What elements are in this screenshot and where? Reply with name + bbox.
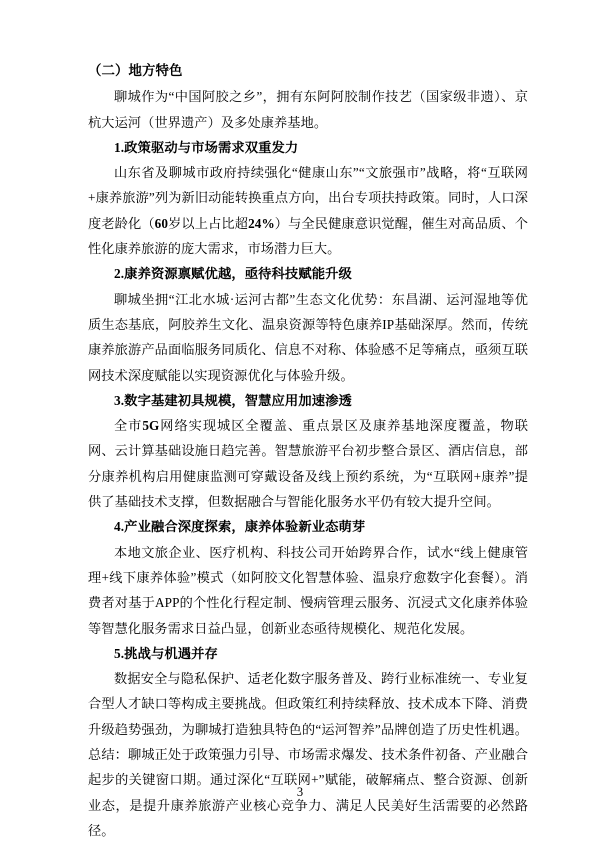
subsection-paragraph-1: [88, 160, 528, 261]
text-run: 岁以上占比超: [168, 215, 249, 231]
subsection-heading-5: 5.挑战与机遇并存: [114, 645, 218, 661]
emphasized-value: 60: [154, 215, 169, 231]
text-run: ）与全民健康意识觉醒，催生对高品质、个性化康养旅游的庞大需求，市场潜力巨大。: [88, 215, 528, 257]
subsection-heading-3: 3.数字基建初具规模，智慧应用加速渗透: [114, 392, 352, 408]
subsection-heading-2: 2.康养资源禀赋优越，亟待科技赋能升级: [114, 266, 352, 282]
emphasized-value: 24%: [248, 215, 275, 231]
subsection-heading-1: 1.政策驱动与市场需求双重发力: [114, 139, 299, 155]
subsection-heading-4: 4.产业融合深度探索，康养体验新业态萌芽: [114, 519, 366, 535]
section-heading: （二）地方特色: [88, 63, 183, 78]
page-number: 3: [296, 785, 304, 799]
text-run: 网络实现城区全覆盖、重点景区及康养基地深度覆盖，物联网、云计算基础设施日趋完善。智慧旅游平台初步整合景区、酒店信息，部分康养机构启用健康监测可穿戴设备及线上预约系统，为“互联网+康养”提供了基础技术支撑，但数据融合与智能化服务水平仍有较大提升空间。: [88, 418, 528, 510]
intro-paragraph: 聊城作为“中国阿胶之乡”，拥有东阿阿胶制作技艺（国家级非遗）、京杭大运河（世界遗产）及多处康养基地。: [88, 89, 528, 130]
text-run: 数据安全与隐私保护、适老化数字服务普及、跨行业标准统一、专业复合型人才缺口等构成主要挑战。但政策红利持续释放、技术成本下降、消费升级趋势强劲，为聊城打造独具特色的“运河智养”品牌创造了历史性机遇。总结：聊城正处于政策强力引导、市场需求爆发、技术条件初备、产业融合起步的关键窗口期。通过深化“互联网+”赋能，破解痛点、整合资源、创新业态，是提升康养旅游产业核心竞争力、满足人民美好生活需要的必然路径。: [88, 671, 528, 838]
text-run: 山东省及聊城市政府持续强化“健康山东”“文旅强市”战略，将“互联网+康养旅游”列为新旧动能转换重点方向，出台专项扶持政策。同时，人口深度老龄化（: [88, 165, 528, 231]
document-body: [88, 58, 528, 843]
subsection-paragraph-5: [88, 666, 528, 843]
subsection-paragraph-2: [88, 287, 528, 388]
subsection-paragraph-3: [88, 413, 528, 514]
emphasized-value: 5G: [142, 418, 160, 434]
subsection-paragraph-4: [88, 540, 528, 641]
text-run: 本地文旅企业、医疗机构、科技公司开始跨界合作，试水“线上健康管理+线下康养体验”模式（如阿胶文化智慧体验、温泉疗愈数字化套餐）。消费者对基于APP的个性化行程定制、慢病管理云服务、沉浸式文化康养体验等智慧化服务需求日益凸显，创新业态亟待规模化、规范化发展。: [88, 544, 528, 636]
text-run: 聊城坐拥“江北水城·运河古都”生态文化优势：东昌湖、运河湿地等优质生态基底，阿胶养生文化、温泉资源等特色康养IP基础深厚。然而，传统康养旅游产品面临服务同质化、信息不对称、体验感不足等痛点，亟须互联网技术深度赋能以实现资源优化与体验升级。: [88, 291, 528, 383]
text-run: 全市: [114, 418, 143, 434]
